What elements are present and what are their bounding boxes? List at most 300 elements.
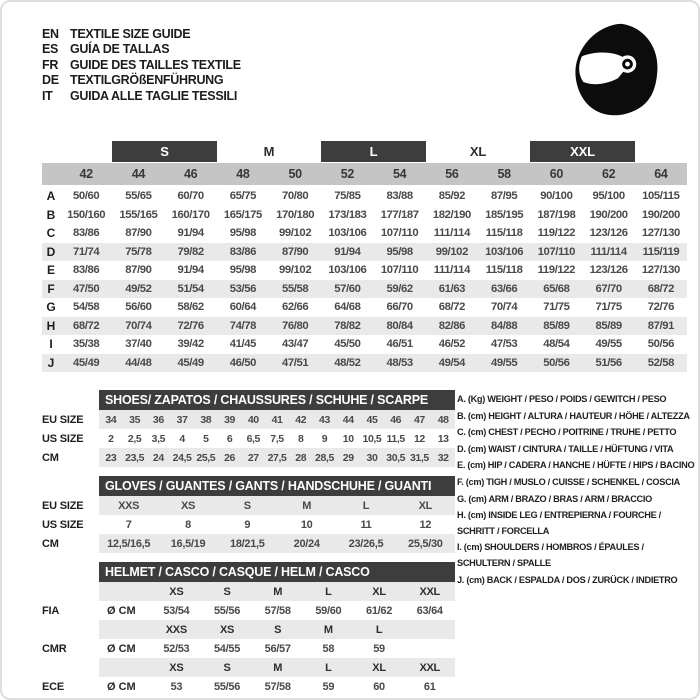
- shoe-size-cell: 10: [342, 432, 354, 445]
- diameter-unit-label: Ø CM: [107, 604, 136, 617]
- language-label: TEXTILGRÖßENFÜHRUNG: [70, 73, 224, 88]
- numeric-size-cell: 52: [340, 167, 355, 181]
- gloves-section: [42, 476, 455, 553]
- measurement-cell: 107/110: [380, 227, 419, 240]
- measurement-cell: 50/56: [647, 338, 675, 351]
- measurement-cell: 123/126: [589, 264, 628, 277]
- row-letter: G: [46, 300, 56, 315]
- measurement-cell: 52/58: [647, 356, 675, 369]
- measurement-cell: 49/54: [438, 356, 466, 369]
- measurement-cell: 45/49: [177, 356, 204, 369]
- measurement-row: [42, 335, 687, 354]
- language-label: GUIDA ALLE TAGLIE TESSILI: [70, 88, 238, 103]
- language-list: [42, 26, 241, 104]
- helmet-standard-spacer: [42, 582, 99, 601]
- legend-item: H. (cm) INSIDE LEG / ENTREPIERNA / FOURCHE / SCHRITT / FORCELLA: [457, 510, 661, 536]
- measurement-cell: 51/54: [177, 282, 204, 295]
- helmet-value-cell: 55/56: [213, 680, 241, 693]
- textile-size-table: [42, 141, 687, 372]
- row-letter: B: [46, 207, 56, 222]
- glove-size-cell: 10: [300, 518, 313, 531]
- helmet-sizes: [151, 582, 455, 601]
- size-type-label: CM: [42, 537, 59, 550]
- lower-sections: [42, 390, 455, 700]
- helmet-size-cell: XS: [169, 661, 184, 674]
- measurement-cell: 72/76: [177, 319, 204, 332]
- measurement-cell: 111/114: [433, 264, 470, 277]
- language-code: DE: [42, 73, 59, 88]
- helmet-size-cell: XXS: [165, 623, 187, 636]
- measurement-cell: 190/200: [641, 208, 680, 221]
- measurement-cell: 82/86: [438, 319, 466, 332]
- helmet-value-cell: [404, 639, 455, 658]
- size-group-row: [42, 141, 687, 162]
- shoe-size-cell: 42: [295, 413, 307, 426]
- measurement-row: [42, 298, 687, 317]
- measurement-cell: 87/90: [125, 264, 152, 277]
- measurement-cell: 46/51: [386, 338, 413, 351]
- helmet-size-cell: M: [323, 623, 333, 636]
- helmet-groups: [42, 582, 455, 696]
- shoe-size-cell: 47: [413, 413, 425, 426]
- row-letter: E: [46, 263, 55, 278]
- numeric-size-cell: 56: [445, 167, 459, 181]
- measurement-cell: 80/84: [386, 319, 413, 332]
- gloves-values: [99, 515, 455, 534]
- helmet-standard-label: CMR: [42, 642, 67, 655]
- language-row: [42, 26, 241, 42]
- language-label: GUIDE DES TAILLES TEXTILE: [70, 57, 241, 72]
- measurement-values: [60, 187, 687, 206]
- measurement-cell: 91/94: [177, 264, 204, 277]
- measurement-cell: 182/190: [432, 208, 471, 221]
- helmet-value-cell: 60: [373, 680, 385, 693]
- measurement-cell: 71/75: [595, 301, 622, 314]
- glove-size-cell: M: [302, 499, 312, 512]
- helmet-value-cell: 52/53: [163, 642, 190, 655]
- helmet-value-row: [42, 639, 455, 658]
- helmet-value-cell: 61: [423, 680, 436, 693]
- glove-size-cell: L: [362, 499, 370, 512]
- language-row: [42, 73, 241, 89]
- shoe-size-cell: 7,5: [270, 432, 284, 445]
- measurement-cell: 185/195: [485, 208, 524, 221]
- measurement-cell: 50/60: [72, 190, 100, 203]
- helmet-size-cell: XXL: [419, 661, 440, 674]
- shoe-size-cell: 28: [295, 451, 307, 464]
- shoe-size-cell: 6: [226, 432, 233, 445]
- helmet-value-band: [99, 639, 455, 658]
- legend-item: G. (cm) ARM / BRAZO / BRAS / ARM / BRACCIO: [457, 493, 652, 504]
- shoe-size-cell: 5: [203, 432, 209, 445]
- shoe-size-cell: 41: [271, 413, 283, 426]
- measurement-cell: 85/89: [595, 319, 622, 332]
- helmet-standard-label: ECE: [42, 680, 65, 693]
- helmet-size-cell: S: [274, 623, 282, 636]
- measurement-cell: 46/52: [438, 338, 466, 351]
- measurement-row: [42, 261, 687, 280]
- helmet-sizes: [151, 620, 455, 639]
- glove-size-cell: 20/24: [293, 537, 320, 550]
- helmet-size-band: [99, 658, 455, 677]
- measurement-cell: 35/38: [72, 338, 100, 351]
- size-group-spacer-left: [60, 141, 112, 162]
- measurement-cell: 87/90: [281, 245, 309, 258]
- helmet-standard-group: [42, 620, 455, 658]
- helmet-value-cell: 54/55: [213, 642, 241, 655]
- helmet-size-cell: XS: [219, 623, 235, 636]
- numeric-size-cell: 48: [236, 167, 250, 181]
- helmet-value-cell: 61/62: [366, 604, 393, 617]
- measurement-cell: 103/106: [328, 227, 367, 240]
- glove-size-cell: S: [243, 499, 251, 512]
- helmet-size-cell: [404, 620, 455, 639]
- measurement-values: [60, 261, 687, 280]
- measurement-cell: 115/118: [485, 227, 523, 240]
- glove-size-cell: 11: [360, 518, 372, 531]
- helmet-value-cell: 57/58: [264, 604, 291, 617]
- helmet-size-cell: XXL: [419, 585, 440, 598]
- measurement-cell: 95/98: [229, 264, 257, 277]
- shoes-section: [42, 390, 455, 467]
- size-type-label: EU SIZE: [42, 499, 84, 512]
- helmet-unit-spacer: [99, 582, 151, 601]
- shoe-size-cell: 26: [224, 451, 235, 464]
- size-group-s: S: [112, 141, 217, 162]
- measurement-cell: 37/40: [125, 338, 152, 351]
- helmet-value-row: [42, 677, 455, 696]
- language-label: GUÍA DE TALLAS: [70, 42, 170, 57]
- helmet-value-cell: 58: [322, 642, 335, 655]
- row-letter: H: [46, 318, 56, 333]
- shoe-size-cell: 27,5: [267, 451, 287, 464]
- measurement-cell: 105/115: [642, 190, 680, 203]
- numeric-size-row: [42, 163, 687, 185]
- measurement-cell: 83/86: [72, 227, 100, 240]
- measurement-cell: 103/106: [328, 264, 367, 277]
- glove-size-cell: 23/26,5: [348, 537, 384, 550]
- shoe-size-cell: 24: [152, 451, 164, 464]
- glove-size-cell: 12,5/16,5: [107, 537, 151, 550]
- measurement-cell: 99/102: [279, 227, 312, 240]
- glove-size-cell: 7: [125, 518, 132, 531]
- measurement-values: [60, 206, 687, 225]
- legend-item: F. (cm) TIGH / MUSLO / CUISSE / SCHENKEL / COSCIA: [457, 476, 681, 487]
- shoe-size-cell: 27: [247, 451, 259, 464]
- shoes-values: [99, 448, 455, 467]
- measurement-cell: 43/47: [281, 338, 309, 351]
- shoe-size-cell: 23: [105, 451, 117, 464]
- legend-item: C. (cm) CHEST / PECHO / POITRINE / TRUHE / PETTO: [457, 427, 677, 438]
- measurement-values: [60, 243, 687, 262]
- helmet-value-cell: 55/56: [213, 604, 241, 617]
- shoe-size-cell: 44: [342, 413, 354, 426]
- measurement-cell: 65/68: [543, 282, 570, 295]
- measurement-cell: 83/86: [72, 264, 100, 277]
- helmet-size-row: [42, 658, 455, 677]
- helmet-size-row: [42, 582, 455, 601]
- shoe-size-cell: 24,5: [172, 451, 192, 464]
- measurement-cell: 91/94: [177, 227, 204, 240]
- helmet-value-cell: 59/60: [315, 604, 342, 617]
- helmet-standard-group: [42, 582, 455, 620]
- helmet-size-cell: XL: [372, 585, 386, 598]
- helmet-standard-label: FIA: [42, 604, 60, 617]
- measurement-values: [60, 354, 687, 373]
- measurement-cell: 91/94: [334, 245, 361, 258]
- helmet-size-cell: L: [325, 585, 332, 598]
- measurement-cell: 58/62: [177, 301, 204, 314]
- size-group-l: L: [321, 141, 426, 162]
- language-code: EN: [42, 26, 59, 41]
- glove-size-cell: 18/21,5: [230, 537, 265, 550]
- measurement-cell: 47/50: [72, 282, 100, 295]
- shoe-size-cell: 37: [176, 413, 188, 426]
- shoe-size-cell: 35: [129, 413, 141, 426]
- language-row: [42, 42, 241, 58]
- measurement-cell: 95/98: [386, 245, 413, 258]
- measurement-cell: 68/72: [647, 282, 675, 295]
- helmet-value-cell: 53/54: [163, 604, 190, 617]
- shoe-size-cell: 45: [366, 413, 378, 426]
- measurement-cell: 53/56: [229, 282, 257, 295]
- helmet-size-cell: S: [223, 585, 231, 598]
- glove-size-cell: XS: [180, 499, 196, 512]
- measurement-cell: 83/86: [229, 245, 257, 258]
- shoes-row: [42, 410, 455, 429]
- language-code: FR: [42, 57, 59, 72]
- shoe-size-cell: 30,5: [386, 451, 406, 464]
- shoe-size-cell: 30: [366, 451, 378, 464]
- glove-size-cell: 16,5/19: [170, 537, 206, 550]
- measurement-cell: 111/114: [433, 227, 470, 240]
- gloves-row: [42, 496, 455, 515]
- measurement-cell: 87/91: [647, 319, 675, 332]
- helmet-standard-spacer: [42, 620, 99, 639]
- row-letter: J: [47, 355, 55, 370]
- size-group-xl: XL: [469, 144, 487, 159]
- measurement-cell: 54/58: [72, 301, 100, 314]
- legend-item: J. (cm) BACK / ESPALDA / DOS / ZURÜCK / INDIETRO: [457, 574, 678, 585]
- measurement-row: [42, 206, 687, 225]
- measurement-cell: 47/53: [490, 338, 518, 351]
- measurement-row: [42, 187, 687, 206]
- measurement-cell: 76/80: [281, 319, 309, 332]
- shoe-size-cell: 2,5: [127, 432, 142, 445]
- helmet-standard-group: [42, 658, 455, 696]
- measurement-cell: 187/198: [537, 208, 576, 221]
- measurement-cell: 41/45: [229, 338, 257, 351]
- row-letter: D: [46, 244, 56, 259]
- measurement-cell: 48/52: [334, 356, 361, 369]
- measurement-cell: 50/56: [543, 356, 570, 369]
- shoe-size-cell: 48: [437, 413, 449, 426]
- glove-size-cell: 8: [185, 518, 191, 531]
- shoe-size-cell: 6,5: [246, 432, 260, 445]
- measurement-cell: 170/180: [276, 208, 315, 221]
- numeric-size-cell: 54: [392, 167, 407, 181]
- gloves-row: [42, 515, 455, 534]
- measurement-cell: 99/102: [279, 264, 312, 277]
- measurement-cell: 74/78: [229, 319, 257, 332]
- row-letter: F: [47, 281, 55, 296]
- measurement-cell: 61/63: [438, 282, 466, 295]
- glove-size-cell: 9: [244, 518, 251, 531]
- measurement-cell: 60/64: [229, 301, 257, 314]
- gloves-section-header: GLOVES / GUANTES / GANTS / HANDSCHUHE / GUANTI: [99, 476, 455, 496]
- size-type-label: CM: [42, 451, 59, 464]
- numeric-size-cell: 62: [601, 167, 616, 181]
- measurement-values: [60, 317, 687, 336]
- shoe-size-cell: 32: [437, 451, 449, 464]
- measurement-cell: 107/110: [380, 264, 419, 277]
- legend-item: B. (cm) HEIGHT / ALTURA / HAUTEUR / HÖHE / ALTEZZA: [457, 410, 690, 421]
- helmet-unit-spacer: [99, 620, 151, 639]
- helmet-unit-spacer: [99, 658, 151, 677]
- helmet-value-cell: 59: [322, 680, 335, 693]
- measurement-cell: 39/42: [177, 338, 204, 351]
- helmet-size-row: [42, 620, 455, 639]
- size-group-m: M: [263, 144, 275, 159]
- helmet-size-band: [99, 582, 455, 601]
- helmet-value-row: [42, 601, 455, 620]
- helmet-icon: [570, 20, 662, 122]
- helmet-size-cell: L: [375, 623, 383, 636]
- gloves-values: [99, 496, 455, 515]
- measurement-cell: 95/100: [592, 190, 625, 203]
- shoe-size-cell: 2: [108, 432, 114, 445]
- diameter-unit-label: Ø CM: [107, 642, 136, 655]
- gloves-rows: [42, 496, 455, 553]
- helmet-standard-spacer: [42, 658, 99, 677]
- shoe-size-cell: 12: [413, 432, 425, 445]
- size-type-label: US SIZE: [42, 432, 84, 445]
- measurement-cell: 72/76: [647, 301, 675, 314]
- glove-size-cell: XL: [418, 499, 433, 512]
- numeric-size-cell: 60: [549, 167, 564, 181]
- helmet-value-cell: 59: [373, 642, 385, 655]
- size-group-xxl: XXL: [530, 141, 635, 162]
- helmet-values: [151, 601, 455, 620]
- shoe-size-cell: 25,5: [196, 451, 216, 464]
- measurement-cell: 165/175: [223, 208, 262, 221]
- size-group-spacer-right: [635, 141, 687, 162]
- shoe-size-cell: 29: [342, 451, 354, 464]
- shoe-size-cell: 13: [437, 432, 449, 445]
- measurement-cell: 70/74: [490, 301, 518, 314]
- shoes-rows: [42, 410, 455, 467]
- measurement-cell: 150/160: [67, 208, 106, 221]
- measurement-cell: 173/183: [328, 208, 367, 221]
- shoe-size-cell: 9: [321, 432, 328, 445]
- helmet-value-cell: 56/57: [264, 642, 291, 655]
- measurement-cell: 49/52: [125, 282, 152, 295]
- helmet-values: [151, 639, 455, 658]
- measurement-cell: 127/130: [641, 227, 680, 240]
- measurement-cell: 155/165: [119, 208, 158, 221]
- measurement-cell: 90/100: [540, 190, 573, 203]
- helmet-value-band: [99, 601, 455, 620]
- measurement-cell: 79/82: [177, 245, 204, 258]
- shoes-row: [42, 448, 455, 467]
- measurement-cell: 49/55: [490, 356, 518, 369]
- helmet-section: [42, 562, 455, 696]
- language-row: [42, 57, 241, 73]
- numeric-size-cell: 64: [654, 167, 668, 181]
- shoes-section-header: SHOES/ ZAPATOS / CHAUSSURES / SCHUHE / SCARPE: [99, 390, 455, 410]
- measurement-cell: 46/50: [229, 356, 257, 369]
- measurement-cell: 87/95: [490, 190, 518, 203]
- measurement-cell: 45/49: [72, 356, 100, 369]
- measurement-cell: 48/54: [543, 338, 570, 351]
- measurement-cell: 63/66: [490, 282, 518, 295]
- measurement-cell: 95/98: [229, 227, 257, 240]
- shoe-size-cell: 31,5: [409, 451, 429, 464]
- diameter-unit-label: Ø CM: [107, 680, 136, 693]
- measurement-cell: 64/68: [334, 301, 361, 314]
- shoe-size-cell: 38: [200, 413, 212, 426]
- measurement-legend: [457, 392, 697, 589]
- gloves-row: [42, 534, 455, 553]
- size-type-label: EU SIZE: [42, 413, 84, 426]
- measurement-cell: 70/80: [281, 190, 309, 203]
- measurement-cell: 119/122: [537, 264, 576, 277]
- measurement-cell: 48/53: [386, 356, 413, 369]
- helmet-size-cell: S: [223, 661, 231, 674]
- measurement-cell: 55/58: [281, 282, 309, 295]
- measurement-values: [60, 335, 687, 354]
- shoe-size-cell: 28,5: [315, 451, 334, 464]
- measurement-cell: 160/170: [171, 208, 210, 221]
- measurement-cell: 47/51: [281, 356, 309, 369]
- measurement-cell: 51/56: [595, 356, 622, 369]
- shoe-size-cell: 40: [247, 413, 259, 426]
- shoe-size-cell: 8: [298, 432, 304, 445]
- measurement-cell: 71/75: [543, 301, 570, 314]
- language-label: TEXTILE SIZE GUIDE: [70, 26, 191, 41]
- numeric-size-cell: 42: [79, 167, 93, 181]
- helmet-value-cell: 57/58: [264, 680, 291, 693]
- measurement-cell: 70/74: [125, 319, 152, 332]
- glove-size-cell: XXS: [118, 499, 140, 512]
- measurement-cell: 107/110: [537, 245, 576, 258]
- helmet-sizes: [151, 658, 455, 677]
- measurement-cell: 57/60: [334, 282, 361, 295]
- helmet-value-cell: 63/64: [416, 604, 443, 617]
- measurement-row: [42, 243, 687, 262]
- shoe-size-cell: 4: [179, 432, 185, 445]
- measurement-cell: 99/102: [435, 245, 468, 258]
- measurement-cell: 177/187: [380, 208, 419, 221]
- shoes-values: [99, 429, 455, 448]
- numeric-size-cell: 58: [497, 167, 511, 181]
- shoe-size-cell: 34: [105, 413, 117, 426]
- measurement-values: [60, 224, 687, 243]
- shoe-size-cell: 10,5: [362, 432, 382, 445]
- language-row: [42, 88, 241, 104]
- row-letter: I: [49, 337, 53, 352]
- measurement-cell: 115/119: [642, 245, 680, 258]
- measurement-cell: 68/72: [438, 301, 466, 314]
- shoe-size-cell: 43: [319, 413, 330, 426]
- measurement-cell: 68/72: [72, 319, 100, 332]
- helmet-value-cell: 53: [170, 680, 183, 693]
- glove-size-cell: 25,5/30: [408, 537, 443, 550]
- measurement-cell: 119/122: [537, 227, 576, 240]
- measurement-cell: 71/74: [72, 245, 100, 258]
- measurement-cell: 83/88: [386, 190, 413, 203]
- helmet-section-header: HELMET / CASCO / CASQUE / HELM / CASCO: [99, 562, 455, 582]
